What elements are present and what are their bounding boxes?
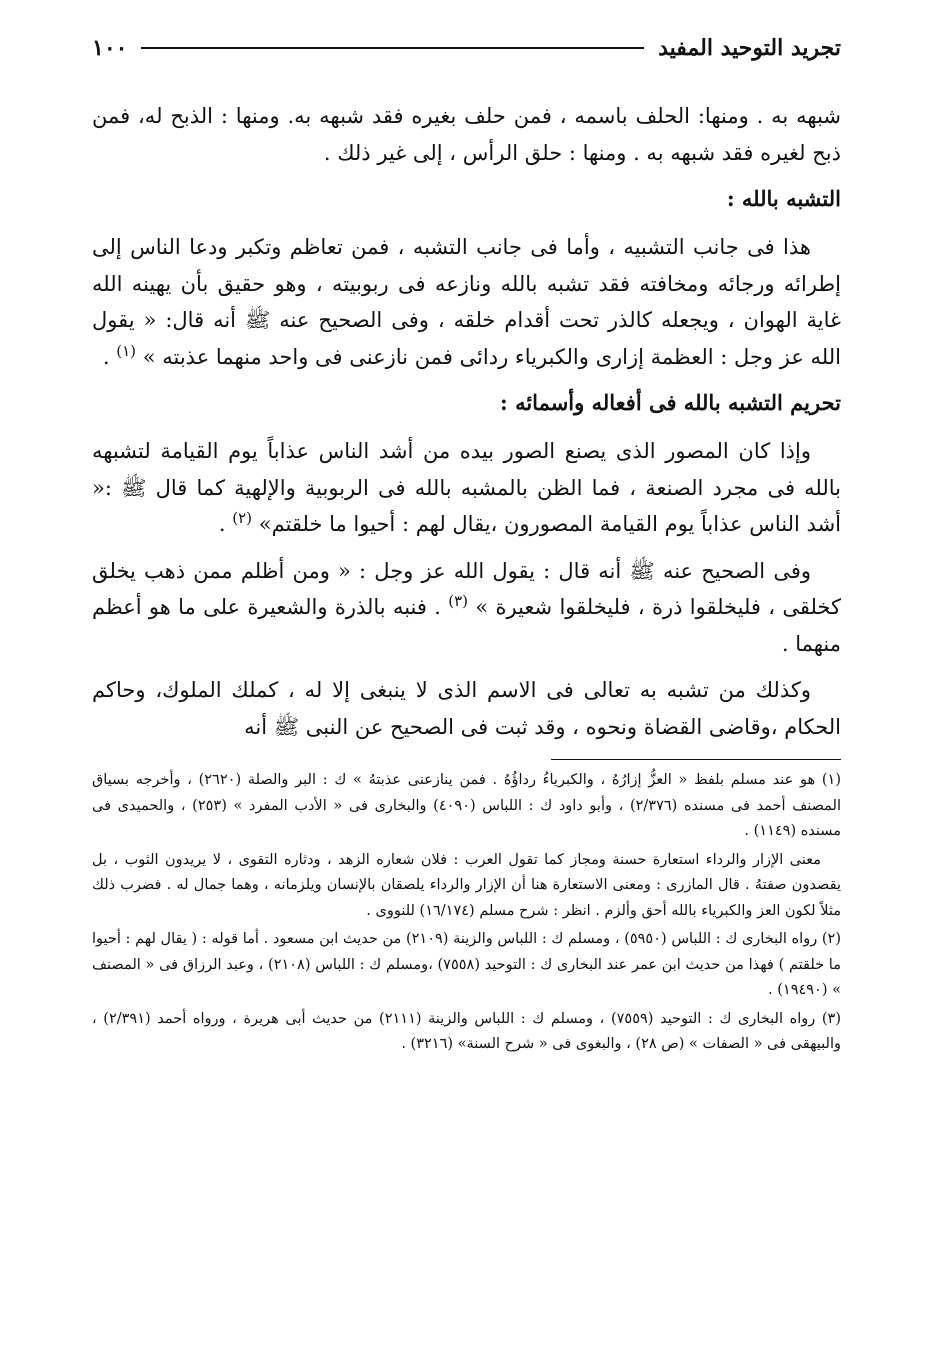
footnote-1: (١) هو عند مسلم بلفظ « العزُّ إزارُهُ ، والكبرياءُ رداؤُهُ . فمن ينازعنى عذبتهُ » ك : البر والصلة (٢٦٢٠) ، وأخرجه بسياق المصنف أحمد فى مسنده (٢/٣٧٦) ، وأبو داود ك : اللباس (٤٠٩٠) والبخارى فى « الأدب المفرد » (٢٥٣) ، والحميدى فى مسنده (١١٤٩) . <box>92 772 841 839</box>
paragraph-2-text: هذا فى جانب التشبيه ، وأما فى جانب التشبه ، فمن تعاظم وتكبر ودعا الناس إلى إطرائه ورجائه ومخافته فقد تشبه بالله ونازعه فى ربوبيته ، وهو حقيق بأن يهينه الله غاية الهوان ، ويجعله كالذر تحت أقدام خلقه ، وفى الصحيح عنه ﷺ أنه قال: « يقول الله عز وجل : العظمة إزارى والكبرياء ردائى فمن نازعنى فى واحد منهما عذبته » <box>92 235 841 369</box>
page-number: ١٠٠ <box>92 35 128 61</box>
paragraph-1 <box>92 98 841 171</box>
heading-tahrim: تحريم التشبه بالله فى أفعاله وأسمائه : <box>500 390 841 415</box>
page-header <box>92 28 841 68</box>
footnote-ref-2[interactable]: (٢) <box>232 509 253 527</box>
paragraph-1-text: شبهه به . ومنها: الحلف باسمه ، فمن حلف بغيره فقد شبهه به. ومنها : الذبح له، فمن ذبح لغيره فقد شبهه به . ومنها : حلق الرأس ، إلى غير ذلك . <box>92 104 841 165</box>
footnote-2: (٢) رواه البخارى ك : اللباس (٥٩٥٠) ، ومسلم ك : اللباس والزينة (٢١٠٩) من حديث ابن مسعود . أما قوله : ( يقال لهم : أحيوا ما خلقتم ) فهذا من حديث ابن عمر عند البخارى ك : التوحيد (٧٥٥٨) ،ومسلم ك : اللباس (٢١٠٨) ، وعبد الرزاق فى « المصنف » (١٩٤٩٠) . <box>92 931 841 998</box>
header-rule <box>141 47 644 49</box>
footnote-3: (٣) رواه البخارى ك : التوحيد (٧٥٥٩) ، ومسلم ك : اللباس والزينة (٢١١١) من حديث أبى هريرة ، ورواه أحمد (٢/٣٩١) ، والبيهقى فى « الصفات » (ص ٢٨) ، والبغوى فى « شرح السنة» (٣٢١٦) . <box>92 1010 841 1052</box>
paragraph-5 <box>92 672 841 745</box>
footnote-ref-1[interactable]: (١) <box>116 341 137 360</box>
paragraph-2 <box>92 229 841 375</box>
paragraph-3 <box>92 433 841 543</box>
paragraph-3-text: وإذا كان المصور الذى يصنع الصور بيده من أشد الناس عذاباً يوم القيامة لتشبهه بالله فى مجرد الصنعة ، فما الظن بالمشبه بالله فى الربوبية والإلهية كما قال ﷺ :« أشد الناس عذاباً يوم القيامة المصورون ،يقال لهم : أحيوا ما خلقتم» <box>92 439 841 536</box>
main-text <box>92 98 841 745</box>
paragraph-3-end: . <box>218 512 233 536</box>
running-title: تجريد التوحيد المفيد <box>658 35 841 61</box>
footnote-rule <box>551 759 841 760</box>
footnote-ref-3[interactable]: (٣) <box>448 592 469 610</box>
paragraph-4 <box>92 553 841 663</box>
paragraph-5-text: وكذلك من تشبه به تعالى فى الاسم الذى لا ينبغى إلا له ، كملك الملوك، وحاكم الحكام ،وقاضى القضاة ونحوه ، وقد ثبت فى الصحيح عن النبى ﷺ أنه <box>92 678 841 739</box>
paragraph-4-end: . فنبه بالذرة والشعيرة على ما هو أعظم منهما . <box>92 595 841 656</box>
paragraph-4-text: وفى الصحيح عنه ﷺ أنه قال : يقول الله عز وجل : « ومن أظلم ممن ذهب يخلق كخلقى ، فليخلقوا ذرة ، فليخلقوا شعيرة » <box>92 558 841 619</box>
footnote-1-note: معنى الإزار والرداء استعارة حسنة ومجاز كما تقول العرب : فلان شعاره الزهد ، ودثاره التقوى ، لا يريدون الثوب ، بل يقصدون صفتهُ . قال المازرى : ومعنى الاستعارة هنا أن الإزار والرداء يلصقان بالإنسان ويلزمانه ، وهما جمال له . فضرب ذلك مثلاً لكون العز والكبرياء بالله أحق وألزم . انظر : شرح مسلم (١٦/١٧٤) للنووى . <box>92 851 841 919</box>
heading-tashabbuh: التشبه بالله : <box>726 186 841 211</box>
footnotes <box>92 768 841 1058</box>
paragraph-2-end: . <box>102 344 117 369</box>
